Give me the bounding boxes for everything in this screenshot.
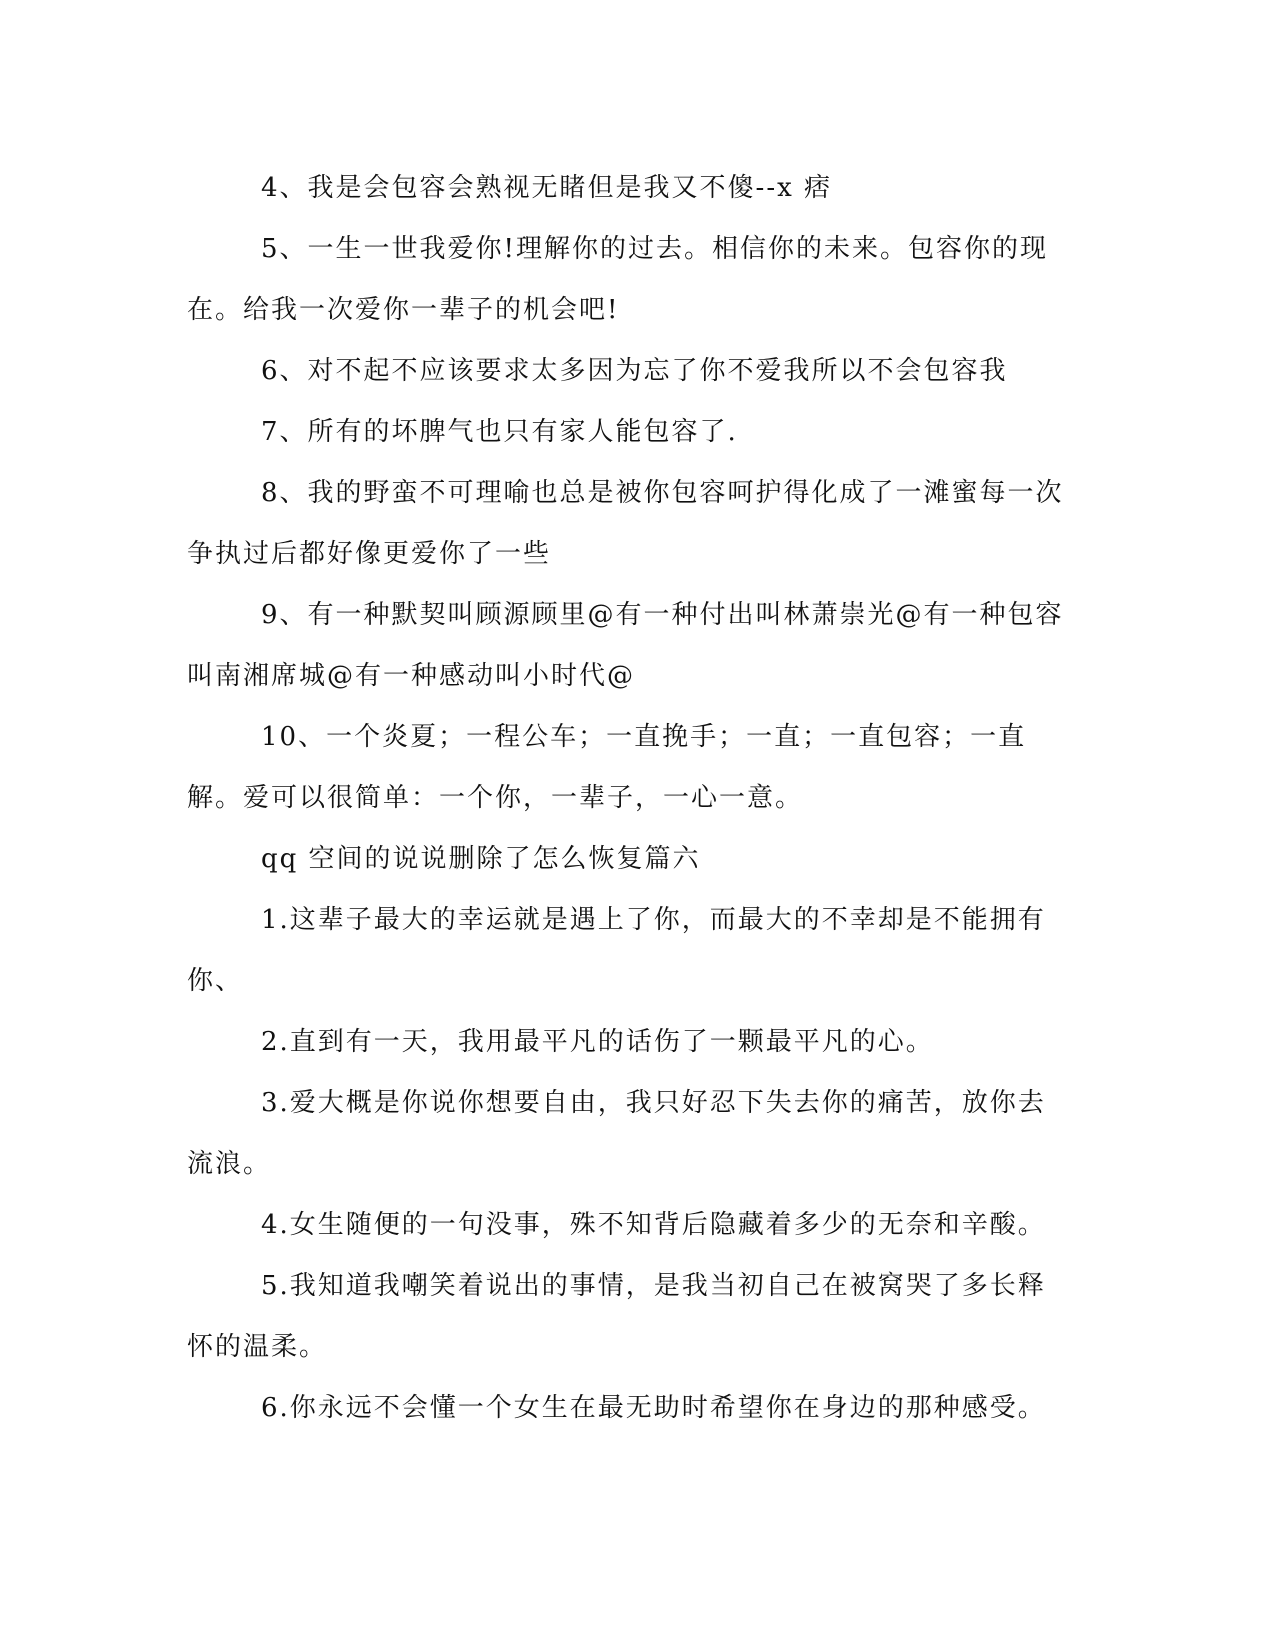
quote-item-4: 4.女生随便的一句没事，殊不知背后隐藏着多少的无奈和辛酸。 [261,1210,1046,1240]
paragraph-item-7: 7、所有的坏脾气也只有家人能包容了. [261,417,738,447]
document-body [187,158,1067,1439]
quote-item-2: 2.直到有一天，我用最平凡的话伤了一颗最平凡的心。 [261,1027,934,1057]
paragraph-item-6: 6、对不起不应该要求太多因为忘了你不爱我所以不会包容我 [261,356,1008,386]
quote-item-6: 6.你永远不会懂一个女生在最无助时希望你在身边的那种感受。 [261,1393,1046,1423]
paragraph-item-10: 10、一个炎夏；一程公车；一直挽手；一直；一直包容；一直解。爱可以很简单：一个你，一辈子，一心一意。 [187,722,1027,813]
paragraph-item-9: 9、有一种默契叫顾源顾里@有一种付出叫林萧崇光@有一种包容叫南湘席城@有一种感动叫小时代@ [187,600,1064,691]
paragraph-item-5: 5、一生一世我爱你!理解你的过去。相信你的未来。包容你的现在。给我一次爱你一辈子的机会吧! [187,234,1048,325]
quote-item-1: 1.这辈子最大的幸运就是遇上了你，而最大的不幸却是不能拥有你、 [187,905,1046,996]
section-heading: qq 空间的说说删除了怎么恢复篇六 [261,844,701,874]
paragraph-item-4: 4、我是会包容会熟视无睹但是我又不傻--x 痞 [261,173,833,203]
quote-item-3: 3.爱大概是你说你想要自由，我只好忍下失去你的痛苦，放你去流浪。 [187,1088,1046,1179]
quote-item-5: 5.我知道我嘲笑着说出的事情，是我当初自己在被窝哭了多长释怀的温柔。 [187,1271,1046,1362]
paragraph-item-8: 8、我的野蛮不可理喻也总是被你包容呵护得化成了一滩蜜每一次争执过后都好像更爱你了一些 [187,478,1064,569]
